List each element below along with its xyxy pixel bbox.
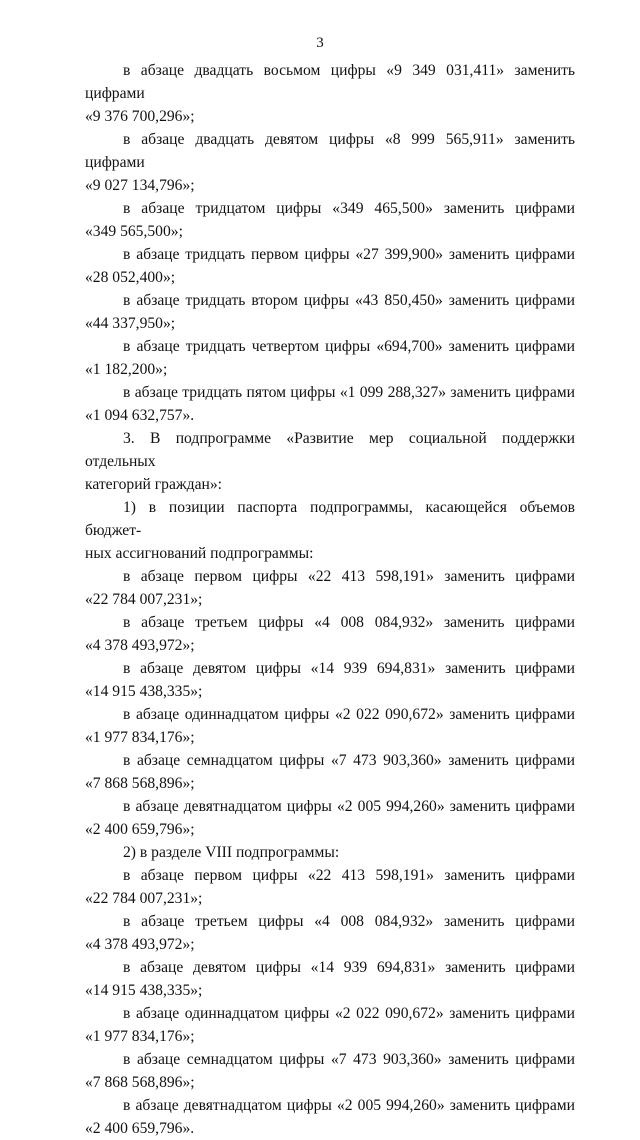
paragraph-continuation: «9 376 700,296»; bbox=[85, 108, 195, 125]
paragraph-continuation: «14 915 438,335»; bbox=[85, 683, 203, 700]
page-number: 3 bbox=[316, 35, 324, 51]
paragraph-continuation: «4 378 493,972»; bbox=[85, 637, 195, 654]
paragraph-continuation: «4 378 493,972»; bbox=[85, 936, 195, 953]
paragraph-continuation: «1 094 632,757». bbox=[85, 407, 195, 424]
paragraph-continuation: «349 565,500»; bbox=[85, 223, 183, 240]
paragraph-first-line: в абзаце девятом цифры «14 939 694,831» заменить цифрами bbox=[123, 959, 575, 976]
paragraph bbox=[85, 427, 575, 496]
paragraph-first-line: в абзаце первом цифры «22 413 598,191» заменить цифрами bbox=[123, 867, 575, 884]
paragraph bbox=[85, 1094, 575, 1140]
paragraph-continuation: «1 977 834,176»; bbox=[85, 1028, 195, 1045]
paragraph-first-line: в абзаце девятнадцатом цифры «2 005 994,260» заменить цифрами bbox=[123, 798, 575, 815]
paragraph-continuation: «22 784 007,231»; bbox=[85, 591, 203, 608]
paragraph-first-line: 2) в разделе VIII подпрограммы: bbox=[123, 844, 340, 861]
paragraph-continuation: «28 052,400»; bbox=[85, 269, 176, 286]
paragraph-continuation: «7 868 568,896»; bbox=[85, 775, 195, 792]
paragraph bbox=[85, 703, 575, 749]
paragraph-continuation: «22 784 007,231»; bbox=[85, 890, 203, 907]
paragraph bbox=[85, 59, 575, 128]
paragraph bbox=[85, 1002, 575, 1048]
paragraph-first-line: в абзаце третьем цифры «4 008 084,932» заменить цифрами bbox=[123, 913, 575, 930]
paragraph-first-line: в абзаце тридцать втором цифры «43 850,450» заменить цифрами bbox=[123, 292, 575, 309]
paragraph-first-line: в абзаце тридцать пятом цифры «1 099 288,327» заменить цифрами bbox=[123, 384, 575, 401]
paragraph bbox=[85, 1048, 575, 1094]
paragraph bbox=[85, 841, 575, 864]
paragraph-first-line: в абзаце одиннадцатом цифры «2 022 090,672» заменить цифрами bbox=[123, 1005, 575, 1022]
paragraph-first-line: в абзаце одиннадцатом цифры «2 022 090,672» заменить цифрами bbox=[123, 706, 575, 723]
paragraph bbox=[85, 496, 575, 565]
paragraph-continuation: «1 977 834,176»; bbox=[85, 729, 195, 746]
paragraph-first-line: в абзаце девятнадцатом цифры «2 005 994,260» заменить цифрами bbox=[123, 1097, 575, 1114]
paragraph-first-line: в абзаце третьем цифры «4 008 084,932» заменить цифрами bbox=[123, 614, 575, 631]
paragraph-first-line: в абзаце тридцать первом цифры «27 399,900» заменить цифрами bbox=[123, 246, 575, 263]
paragraph-first-line: в абзаце двадцать девятом цифры «8 999 565,911» заменить цифрами bbox=[85, 131, 575, 171]
paragraph-continuation: «7 868 568,896»; bbox=[85, 1074, 195, 1091]
paragraph-continuation: ных ассигнований подпрограммы: bbox=[85, 545, 314, 562]
paragraph-continuation: «44 337,950»; bbox=[85, 315, 176, 332]
paragraph-first-line: в абзаце тридцать четвертом цифры «694,700» заменить цифрами bbox=[123, 338, 575, 355]
paragraph bbox=[85, 289, 575, 335]
paragraph-first-line: в абзаце первом цифры «22 413 598,191» заменить цифрами bbox=[123, 568, 575, 585]
paragraph bbox=[85, 197, 575, 243]
paragraph bbox=[85, 128, 575, 197]
paragraph bbox=[85, 910, 575, 956]
paragraph-continuation: «2 400 659,796». bbox=[85, 1120, 195, 1137]
paragraph-continuation: «1 182,200»; bbox=[85, 361, 168, 378]
document-body bbox=[85, 59, 575, 1140]
paragraph bbox=[85, 381, 575, 427]
paragraph-continuation: категорий граждан»: bbox=[85, 476, 223, 493]
paragraph bbox=[85, 749, 575, 795]
paragraph-continuation: «14 915 438,335»; bbox=[85, 982, 203, 999]
paragraph bbox=[85, 864, 575, 910]
paragraph bbox=[85, 956, 575, 1002]
paragraph-first-line: в абзаце двадцать восьмом цифры «9 349 031,411» заменить цифрами bbox=[85, 62, 575, 102]
paragraph bbox=[85, 611, 575, 657]
paragraph-first-line: 3. В подпрограмме «Развитие мер социальной поддержки отдельных bbox=[85, 430, 575, 470]
paragraph-first-line: 1) в позиции паспорта подпрограммы, касающейся объемов бюджет- bbox=[85, 499, 575, 539]
paragraph-first-line: в абзаце девятом цифры «14 939 694,831» заменить цифрами bbox=[123, 660, 575, 677]
paragraph bbox=[85, 243, 575, 289]
paragraph-first-line: в абзаце семнадцатом цифры «7 473 903,360» заменить цифрами bbox=[123, 1051, 575, 1068]
paragraph bbox=[85, 335, 575, 381]
paragraph bbox=[85, 565, 575, 611]
paragraph-continuation: «9 027 134,796»; bbox=[85, 177, 195, 194]
paragraph-first-line: в абзаце тридцатом цифры «349 465,500» заменить цифрами bbox=[123, 200, 575, 217]
paragraph bbox=[85, 657, 575, 703]
paragraph-first-line: в абзаце семнадцатом цифры «7 473 903,360» заменить цифрами bbox=[123, 752, 575, 769]
paragraph-continuation: «2 400 659,796»; bbox=[85, 821, 195, 838]
paragraph bbox=[85, 795, 575, 841]
